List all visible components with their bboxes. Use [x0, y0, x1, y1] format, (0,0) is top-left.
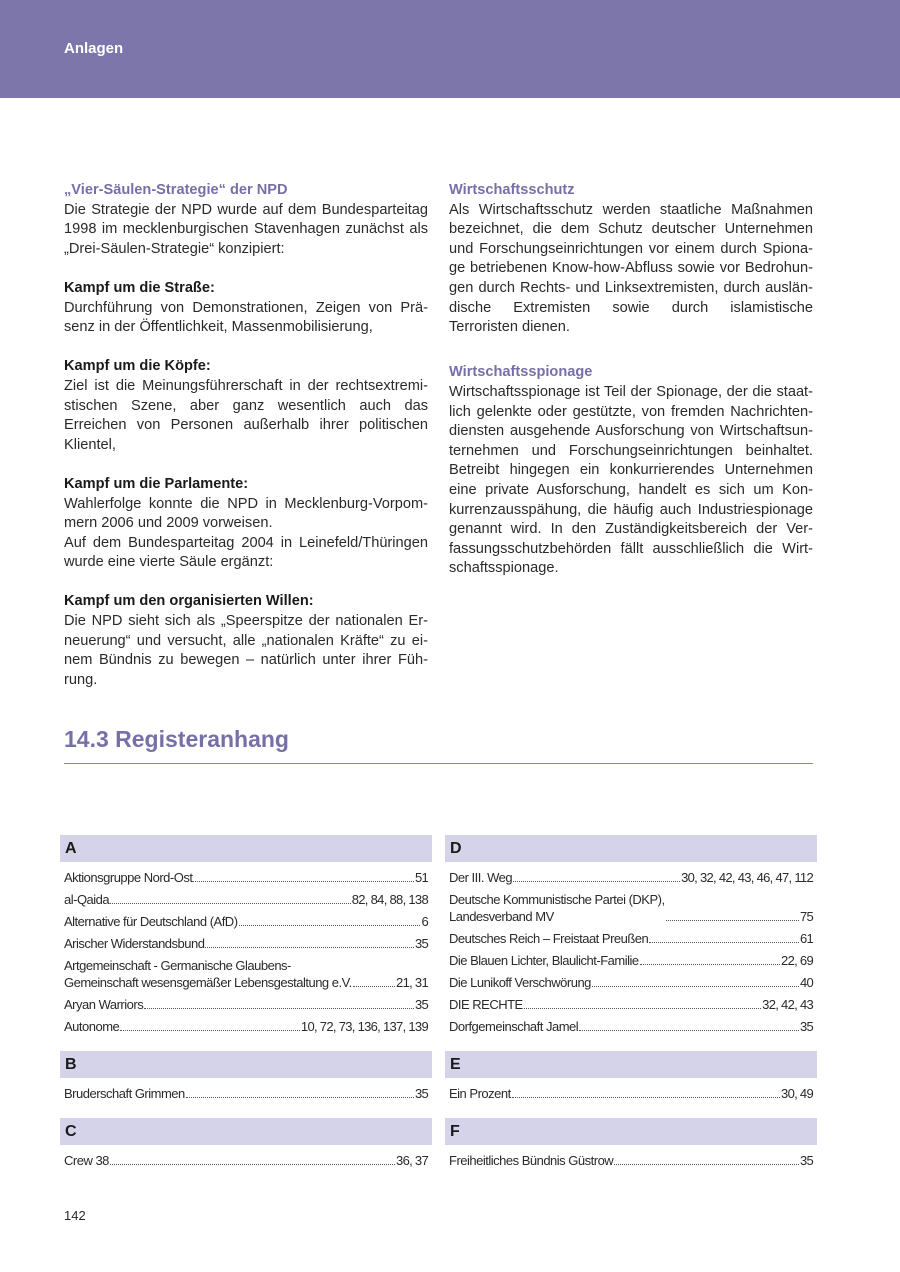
page-header — [0, 0, 900, 98]
entry-pages: 75 — [799, 909, 813, 924]
entry-name: Dorfgemeinschaft Jamel — [449, 1019, 579, 1034]
leader-dots — [186, 1097, 414, 1098]
register-entry — [60, 935, 432, 952]
register-entry — [60, 957, 432, 991]
wirtschaftsspionage-heading: Wirtschaftsspionage — [449, 364, 593, 381]
register-entry — [60, 1085, 432, 1102]
leader-dots — [205, 947, 413, 948]
entry-name: DIE RECHTE — [449, 997, 523, 1012]
register-entry — [445, 1152, 817, 1169]
leader-dots — [592, 986, 799, 987]
wirtschaftsschutz-heading: Wirtschaftsschutz — [449, 182, 575, 198]
entry-name: Bruderschaft Grimmen — [64, 1086, 185, 1101]
entry-pages: 6 — [421, 914, 428, 929]
register-entry — [445, 1018, 817, 1035]
leader-dots — [144, 1008, 414, 1009]
leader-dots — [120, 1030, 300, 1031]
left-text-column — [64, 181, 428, 690]
register-entry — [60, 869, 432, 886]
entry-pages: 35 — [414, 936, 428, 951]
entry-name: Aryan Warriors — [64, 997, 144, 1012]
register-entry — [445, 974, 817, 991]
leader-dots — [110, 1164, 395, 1165]
wirtschaftsschutz-text: Als Wirtschaftsschutz werden staatliche Maßnahmen bezeichnet, die dem Schutz deutscher Unternehmen und Forschungseinrichtungen vor einem durch Spionage betriebenen Know-how-Abfluss sowie vor Bedrohungen durch Rechts- und Linksextremisten, durch ausländische Extremisten sowie durch islamistische Terroristen dienen. — [449, 201, 813, 336]
pillar3-text: Wahlerfolge konnte die NPD in Mecklenburg-Vorpommern 2006 und 2009 vorweisen. — [64, 495, 428, 532]
entry-name: Die Blauen Lichter, Blaulicht-Familie — [449, 953, 639, 968]
register-entry — [445, 952, 817, 969]
register-entry — [445, 869, 817, 886]
register-entry — [60, 891, 432, 908]
entry-pages: 21, 31 — [396, 975, 428, 990]
register-letter-f: F — [445, 1118, 817, 1145]
register-left-column — [60, 835, 432, 1174]
section-divider — [64, 763, 813, 764]
entry-name: Alternative für Deutschland (AfD) — [64, 914, 238, 929]
register-letter-e: E — [445, 1051, 817, 1078]
register-letter-b: B — [60, 1051, 432, 1078]
leader-dots — [353, 986, 395, 987]
register-entry — [445, 1085, 817, 1102]
register-letter-d: D — [445, 835, 817, 862]
wirtschaftsspionage-text: Wirtschaftsspionage ist Teil der Spionage, der die staatlich gelenkte oder gestützte, von fremden Nachrichtendiensten ausgehende Ausforschung von Wirtschaftsunternehmen und Forschungseinrichtungen beinhaltet. Betreibt hingegen ein konkurrierendes Unternehmen eine private Ausforschung, handelt es sich um Konkurrenzausspähung, die häufig auch Industriespionage genannt wird. In den Zuständigkeitsbereich der Verfassungsschutzbehörden fällt ausschließlich die Wirtschaftsspionage. — [449, 383, 813, 577]
section-title: 14.3 Registeranhang — [64, 726, 289, 752]
leader-dots — [640, 964, 780, 965]
leader-dots — [110, 903, 351, 904]
pillar4-text: Die NPD sieht sich als „Speerspitze der nationalen Erneuerung“ und versucht, alle „nationalen Kräfte“ zu einem Bündnis zu bewegen – natürlich unter ihrer Führung. — [64, 613, 428, 688]
register-entry — [60, 1018, 432, 1035]
pillar1-text: Durchführung von Demonstrationen, Zeigen von Präsenz in der Öffentlichkeit, Massenmobilisierung, — [64, 299, 428, 336]
entry-name: Deutsches Reich – Freistaat Preußen — [449, 931, 649, 946]
leader-dots — [193, 881, 413, 882]
entry-pages: 36, 37 — [396, 1153, 428, 1168]
page-number: 142 — [64, 1208, 86, 1223]
entry-name: al-Qaida — [64, 892, 110, 907]
register-entry — [445, 891, 817, 925]
leader-dots — [614, 1164, 799, 1165]
entry-pages: 30, 32, 42, 43, 46, 47, 112 — [681, 870, 813, 885]
register-entry — [445, 996, 817, 1013]
entry-name: Ein Prozent — [449, 1086, 511, 1101]
entry-name: Autonome — [64, 1019, 120, 1034]
pillar4-title: Kampf um den organisierten Willen: — [64, 593, 314, 610]
entry-pages: 35 — [799, 1019, 813, 1034]
strategy-heading: „Vier-Säulen-Strategie“ der NPD — [64, 182, 288, 198]
entry-pages: 30, 49 — [781, 1086, 813, 1101]
entry-name: Crew 38 — [64, 1153, 109, 1168]
pillar1-title: Kampf um die Straße: — [64, 279, 215, 296]
entry-pages: 10, 72, 73, 136, 137, 139 — [300, 1019, 428, 1034]
entry-name: Freiheitliches Bündnis Güstrow — [449, 1153, 614, 1168]
header-title: Anlagen — [64, 40, 124, 57]
entry-name: Artgemeinschaft - Germanische Glaubens- Gemeinschaft wesensgemäßer Lebensgestaltung e.V. — [64, 958, 352, 990]
entry-name: Der III. Weg — [449, 870, 513, 885]
leader-dots — [579, 1030, 799, 1031]
entry-pages: 61 — [799, 931, 813, 946]
register-entry — [60, 913, 432, 930]
entry-pages: 82, 84, 88, 138 — [351, 892, 428, 907]
leader-dots — [649, 942, 799, 943]
entry-pages: 35 — [799, 1153, 813, 1168]
entry-pages: 35 — [414, 997, 428, 1012]
leader-dots — [239, 925, 421, 926]
entry-name: Arischer Widerstandsbund — [64, 936, 205, 951]
strategy-intro: Die Strategie der NPD wurde auf dem Bundesparteitag 1998 im mecklenburgischen Stavenhagen zunächst als „Drei-Säulen-Strategie“ konzipiert: — [64, 201, 428, 257]
entry-name: Die Lunikoff Verschwörung — [449, 975, 591, 990]
register-entry — [60, 996, 432, 1013]
entry-name: Deutsche Kommunistische Partei (DKP), Landesverband MV — [449, 892, 665, 924]
leader-dots — [512, 1097, 780, 1098]
pillar3-text2: Auf dem Bundesparteitag 2004 in Leinefeld/Thüringen wurde eine vierte Säule ergänzt: — [64, 534, 428, 571]
entry-pages: 51 — [414, 870, 428, 885]
leader-dots — [666, 920, 799, 921]
register-letter-a: A — [60, 835, 432, 862]
entry-pages: 32, 42, 43 — [762, 997, 813, 1012]
pillar2-title: Kampf um die Köpfe: — [64, 358, 211, 375]
pillar3-title: Kampf um die Parlamente: — [64, 475, 249, 492]
register-right-column — [445, 835, 817, 1174]
register-entry — [445, 930, 817, 947]
register-entry — [60, 1152, 432, 1169]
entry-name: Aktionsgruppe Nord-Ost — [64, 870, 193, 885]
right-text-column — [449, 181, 813, 579]
pillar2-text: Ziel ist die Meinungsführerschaft in der rechtsextremistischen Szene, aber ganz wesentlich auch das Erreichen von Personen außerhalb ihrer politischen Klientel, — [64, 377, 428, 453]
leader-dots — [513, 881, 680, 882]
entry-pages: 40 — [799, 975, 813, 990]
entry-pages: 35 — [414, 1086, 428, 1101]
leader-dots — [524, 1008, 761, 1009]
entry-pages: 22, 69 — [781, 953, 813, 968]
register-letter-c: C — [60, 1118, 432, 1145]
